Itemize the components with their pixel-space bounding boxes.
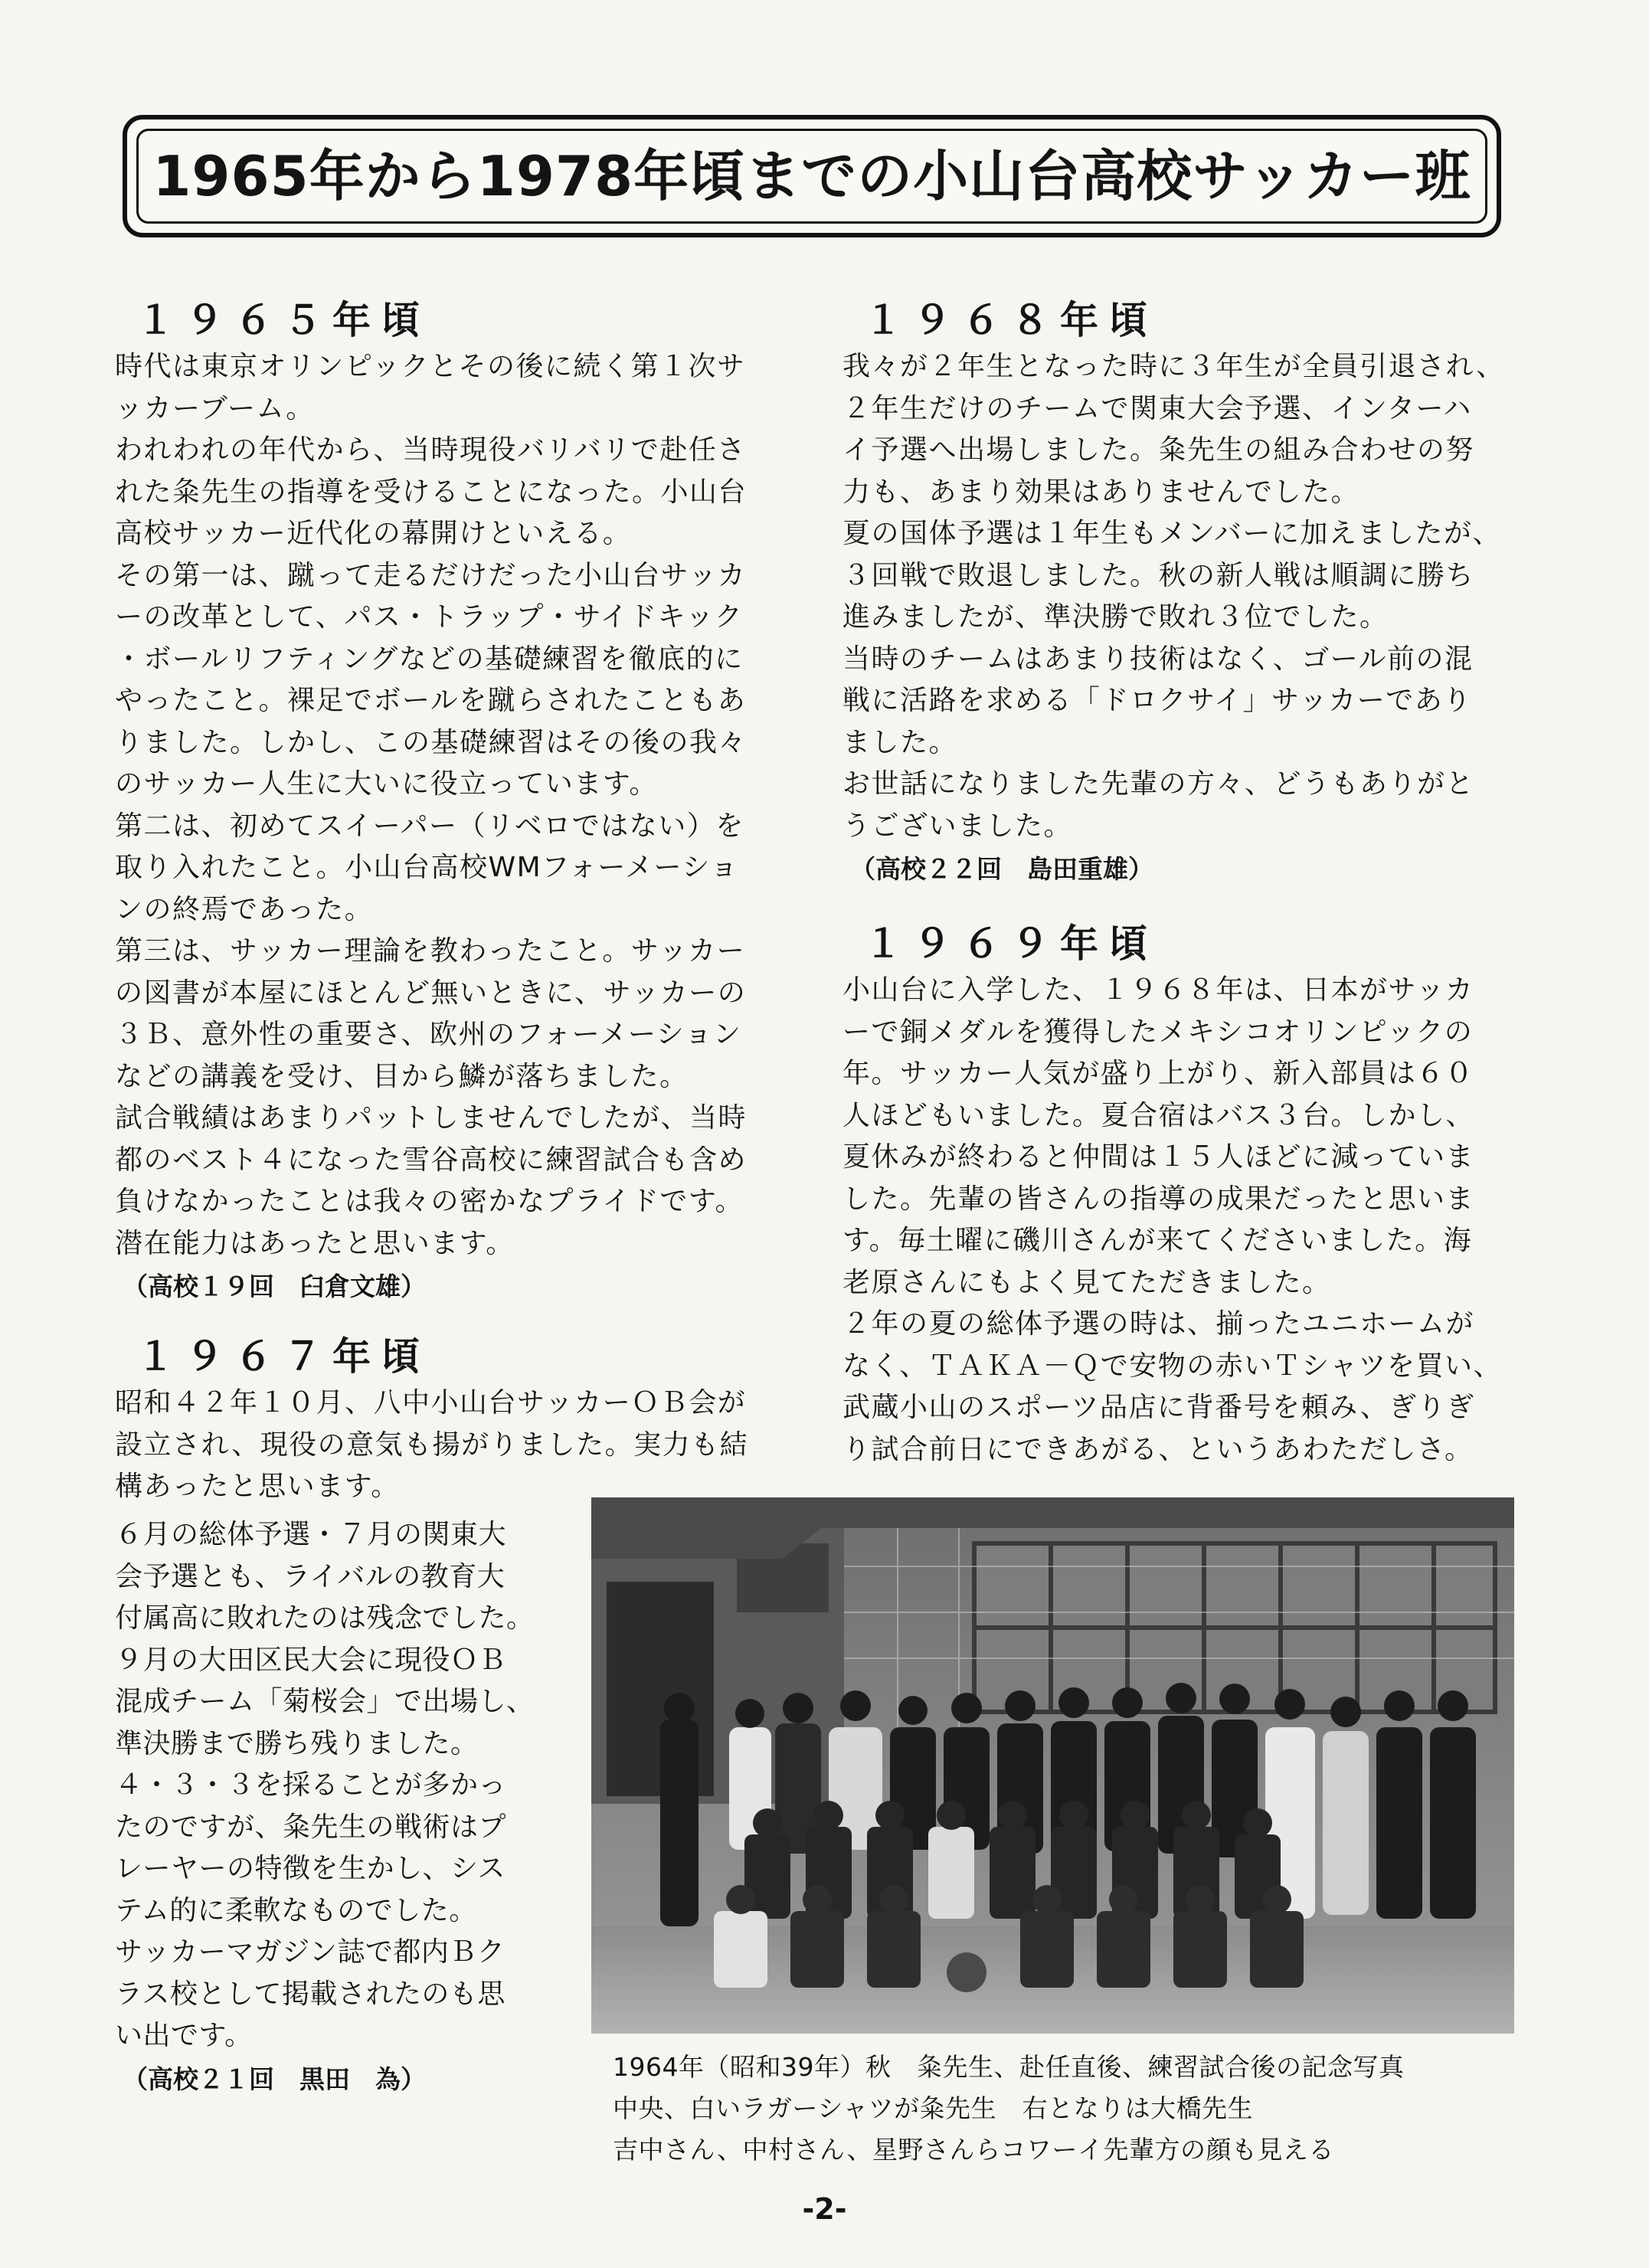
paragraph: お世話になりました先輩の方々、どうもありがと うございました。 <box>842 768 1475 842</box>
heading-1968: １９６８年頃 <box>864 298 1158 342</box>
paragraph: 第二は、初めてスイーパー（リベロではない）を 取り入れたこと。小山台高校WMフォーメーショ ンの終焉であった。 <box>115 810 744 925</box>
paragraph: 時代は東京オリンピックとその後に続く第１次サ ッカーブーム。 <box>115 351 746 424</box>
title-banner <box>123 115 1501 237</box>
paragraph: 小山台に入学した、１９６８年は、日本がサッカ ーで銅メダルを獲得したメキシコオリンピックの 年。サッカー人気が盛り上がり、新入部員は６０ 人ほどもいました。夏合宿はバス３台。しかし、 夏休みが終わると仲間は１５人ほどに減っていま した。先輩の皆さんの指導の成果だったと思いま す。毎土曜に磯川さんが来てくださいました。海 老原さんにもよく見てただきました。 <box>842 974 1475 1298</box>
paragraph: 試合戦績はあまりパットしませんでしたが、当時 都のベスト４になった雪谷高校に練習試合も含め 負けなかったことは我々の密かなプライドです。 潜在能力はあったと思います。 <box>115 1102 748 1259</box>
paragraph: 夏の国体予選は１年生もメンバーに加えましたが、 ３回戦で敗退しました。秋の新人戦は順調に勝ち 進みましたが、準決勝で敗れ３位でした。 <box>842 518 1501 633</box>
paragraph: 我々が２年生となった時に３年生が全員引退され、 ２年生だけのチームで関東大会予選、インターハ イ予選へ出場しました。粂先生の組み合わせの努 力も、あまり効果はありませんでした。 <box>842 351 1505 508</box>
author-1965: （高校１９回 臼倉文雄） <box>123 1271 426 1301</box>
paragraph: ６月の総体予選・７月の関東大 会予選とも、ライバルの教育大 付属高に敗れたのは残念でした。 ９月の大田区民大会に現役ＯＢ 混成チーム「菊桜会」で出場し、 準決勝まで勝ち残りました。 ４・３・３を採ることが多かっ たのですが、粂先生の戦術はプ レーヤーの特徴を生かし、シス テム的に柔軟なものでした。 サッカーマガジン誌で都内Ｂク ラス校として掲載されたのも思 い出です。 <box>115 1519 535 2051</box>
page-number: -2- <box>802 2192 847 2226</box>
paragraph: われわれの年代から、当時現役バリバリで赴任さ れた粂先生の指導を受けることになった。小山台 高校サッカー近代化の幕開けといえる。 <box>115 434 748 549</box>
heading-1969: １９６９年頃 <box>864 921 1158 966</box>
photo-caption: 1964年（昭和39年）秋 粂先生、赴任直後、練習試合後の記念写真 中央、白いラガーシャツが粂先生 右となりは大橋先生 吉中さん、中村さん、星野さんらコワーイ先輩方の顔も見える <box>613 2052 1405 2165</box>
heading-1965: １９６５年頃 <box>136 298 430 342</box>
team-photo <box>591 1497 1514 2034</box>
paragraph: 当時のチームはあまり技術はなく、ゴール前の混 戦に活路を求める「ドロクサイ」サッカーであり ました。 <box>842 643 1474 758</box>
paragraph: 第三は、サッカー理論を教わったこと。サッカー の図書が本屋にほとんど無いときに、サッカーの ３Ｂ、意外性の重要さ、欧州のフォーメーション などの講義を受け、目から鱗が落ちました。 <box>115 935 747 1092</box>
author-1968: （高校２２回 島田重雄） <box>850 854 1153 884</box>
left-column <box>115 299 804 1508</box>
narrow-column-1967 <box>115 1514 605 2100</box>
page-title: 1965年から1978年頃までの小山台高校サッカー班 <box>152 144 1471 208</box>
paragraph: その第一は、蹴って走るだけだった小山台サッカ ーの改革として、パス・トラップ・サイドキック ・ボールリフティングなどの基礎練習を徹底的に やったこと。裸足でボールを蹴らされたこともあ りました。しかし、この基礎練習はその後の我々 のサッカー人生に大いに役立っています。 <box>115 559 748 800</box>
right-column <box>842 299 1539 1471</box>
paragraph: ２年の夏の総体予選の時は、揃ったユニホームが なく、ＴＡＫＡ－Ｑで安物の赤いＴシャツを買い、 武蔵小山のスポーツ品店に背番号を頼み、ぎりぎ り試合前日にできあがる、というあわただしさ。 <box>842 1308 1503 1465</box>
author-1967: （高校２１回 黒田 為） <box>123 2063 426 2094</box>
heading-1967: １９６７年頃 <box>136 1334 430 1379</box>
paragraph: 昭和４２年１０月、八中小山台サッカーＯＢ会が 設立され、現役の意気も揚がりました。実力も結 構あったと思います。 <box>115 1387 749 1502</box>
